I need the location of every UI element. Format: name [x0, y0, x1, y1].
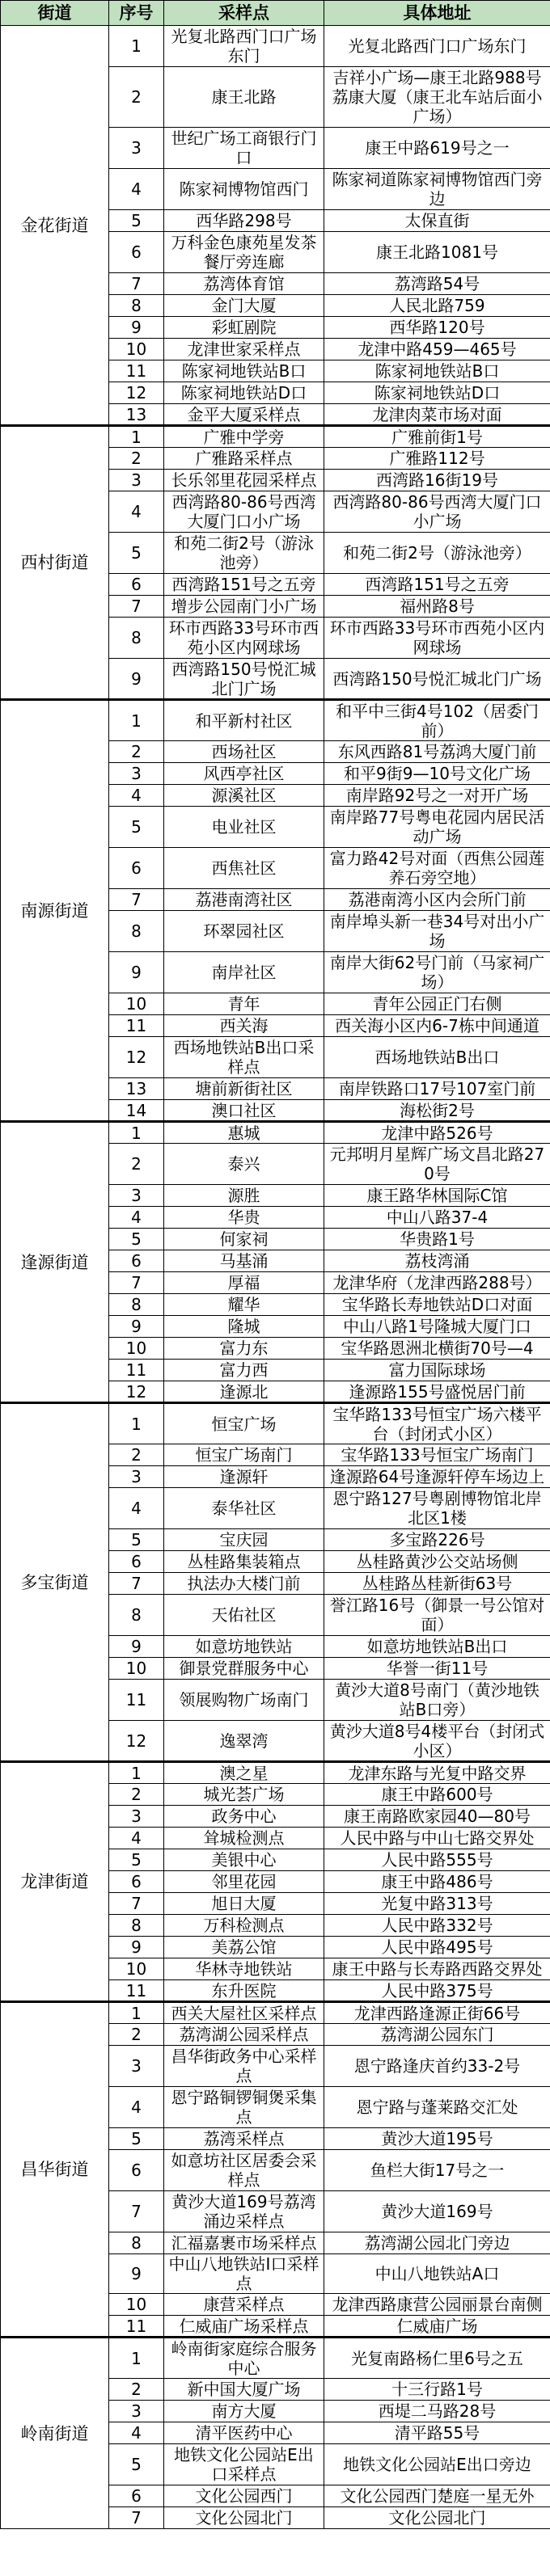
- address-cell: 龙津西路逢源正街66号: [324, 2002, 550, 2024]
- index-cell: 9: [109, 2254, 164, 2294]
- address-cell: 华誉一街11号: [324, 1658, 550, 1680]
- index-cell: 1: [109, 700, 164, 741]
- address-cell: 西关海小区内6-7栋中间通道: [324, 1015, 550, 1037]
- index-cell: 10: [109, 1958, 164, 1980]
- address-cell: 华贵路1号: [324, 1229, 550, 1250]
- address-cell: 逢源路64号逢源轩停车场边上: [324, 1466, 550, 1488]
- site-cell: 青年: [164, 993, 324, 1015]
- site-cell: 南岸社区: [164, 952, 324, 993]
- index-cell: 12: [109, 382, 164, 404]
- site-cell: 美银中心: [164, 1849, 324, 1871]
- site-cell: 天佑社区: [164, 1595, 324, 1636]
- index-cell: 1: [109, 2338, 164, 2379]
- address-cell: 广雅前街1号: [324, 426, 550, 448]
- index-cell: 10: [109, 1658, 164, 1680]
- index-cell: 3: [109, 2046, 164, 2087]
- index-cell: 10: [109, 339, 164, 360]
- address-cell: 陈家祠道陈家祠博物馆西门旁边: [324, 169, 550, 210]
- site-cell: 荔湾湖公园采样点: [164, 2024, 324, 2046]
- index-cell: 6: [109, 1551, 164, 1573]
- address-cell: 南岸路77号粤电花园内居民活动广场: [324, 807, 550, 848]
- index-cell: 11: [109, 1680, 164, 1721]
- street-name: 岭南街道: [1, 2338, 109, 2529]
- address-cell: 西湾路80-86号西湾大厦门口小广场: [324, 491, 550, 533]
- address-cell: 黄沙大道8号4楼平台（封闭式小区）: [324, 1721, 550, 1762]
- site-cell: 彩虹剧院: [164, 317, 324, 339]
- site-cell: 旭日大厦: [164, 1893, 324, 1915]
- site-cell: 风西亭社区: [164, 763, 324, 785]
- index-cell: 6: [109, 2150, 164, 2191]
- address-cell: 十三行路1号: [324, 2379, 550, 2401]
- table-row: [1, 2338, 550, 2379]
- address-cell: 人民中路495号: [324, 1937, 550, 1958]
- site-cell: 美荔公馆: [164, 1937, 324, 1958]
- index-cell: 9: [109, 659, 164, 700]
- site-cell: 泰华社区: [164, 1488, 324, 1529]
- address-cell: 元邦明月星辉广场文昌北路270号: [324, 1144, 550, 1185]
- address-cell: 中山八路1号隆城大厦门口: [324, 1316, 550, 1338]
- site-cell: 南方大厦: [164, 2401, 324, 2422]
- address-cell: 逢源路155号盛悦居门前: [324, 1381, 550, 1403]
- site-cell: 黄沙大道169号荔湾涌边采样点: [164, 2191, 324, 2232]
- index-cell: 6: [109, 1871, 164, 1893]
- site-cell: 宝庆园: [164, 1529, 324, 1551]
- address-cell: 丛桂路丛桂新街63号: [324, 1573, 550, 1595]
- index-cell: 4: [109, 1828, 164, 1849]
- site-cell: 西关海: [164, 1015, 324, 1037]
- site-cell: 西场地铁站B出口采样点: [164, 1037, 324, 1078]
- site-cell: 恒宝广场南门: [164, 1444, 324, 1466]
- address-cell: 黄沙大道8号南门（黄沙地铁站B口旁）: [324, 1680, 550, 1721]
- site-cell: 邻里花园: [164, 1871, 324, 1893]
- address-cell: 宝华路长寿地铁站D口对面: [324, 1294, 550, 1316]
- site-cell: 领展购物广场南门: [164, 1680, 324, 1721]
- index-cell: 11: [109, 1360, 164, 1381]
- site-cell: 逢源轩: [164, 1466, 324, 1488]
- index-cell: 10: [109, 993, 164, 1015]
- street-name: 昌华街道: [1, 2002, 109, 2338]
- index-cell: 9: [109, 952, 164, 993]
- site-cell: 电业社区: [164, 807, 324, 848]
- site-cell: 增步公园南门小广场: [164, 596, 324, 618]
- site-cell: 地铁文化公园站E出口采样点: [164, 2444, 324, 2485]
- site-cell: 塘前新街社区: [164, 1078, 324, 1100]
- site-cell: 文化公园西门: [164, 2485, 324, 2507]
- site-cell: 耸城检测点: [164, 1828, 324, 1849]
- site-cell: 清平医药中心: [164, 2422, 324, 2444]
- index-cell: 5: [109, 210, 164, 232]
- address-cell: 太保直街: [324, 210, 550, 232]
- address-cell: 如意坊地铁站B出口: [324, 1636, 550, 1658]
- address-cell: 人民中路与中山七路交界处: [324, 1828, 550, 1849]
- index-cell: 2: [109, 1144, 164, 1185]
- site-cell: 长乐邻里花园采样点: [164, 470, 324, 491]
- index-cell: 12: [109, 1381, 164, 1403]
- index-cell: 6: [109, 1250, 164, 1272]
- site-cell: 昌华街政务中心采样点: [164, 2046, 324, 2087]
- address-cell: 多宝路226号: [324, 1529, 550, 1551]
- site-cell: 荔湾采样点: [164, 2128, 324, 2150]
- site-cell: 逸翠湾: [164, 1721, 324, 1762]
- address-cell: 恩宁路127号粤剧博物馆北岸北区1楼: [324, 1488, 550, 1529]
- site-cell: 环翠园社区: [164, 911, 324, 952]
- index-cell: 3: [109, 1185, 164, 1207]
- address-cell: 龙津东路与光复中路交界: [324, 1762, 550, 1784]
- header-row: [1, 1, 550, 26]
- address-cell: 陈家祠地铁站B口: [324, 360, 550, 382]
- address-cell: 人民中路555号: [324, 1849, 550, 1871]
- header-index: 序号: [109, 1, 164, 26]
- site-cell: 华贵: [164, 1207, 324, 1229]
- index-cell: 8: [109, 2232, 164, 2254]
- index-cell: 5: [109, 1229, 164, 1250]
- index-cell: 4: [109, 169, 164, 210]
- index-cell: 1: [109, 1762, 164, 1784]
- address-cell: 康王中路与长寿路西路交界处: [324, 1958, 550, 1980]
- index-cell: 10: [109, 2294, 164, 2316]
- index-cell: 9: [109, 1937, 164, 1958]
- address-cell: 广雅路112号: [324, 448, 550, 470]
- site-cell: 如意坊地铁站: [164, 1636, 324, 1658]
- index-cell: 8: [109, 295, 164, 317]
- address-cell: 西场地铁站B出口: [324, 1037, 550, 1078]
- site-cell: 康营采样点: [164, 2294, 324, 2316]
- site-cell: 陈家祠地铁站B口: [164, 360, 324, 382]
- index-cell: 9: [109, 1636, 164, 1658]
- site-cell: 荔港南湾社区: [164, 889, 324, 911]
- index-cell: 7: [109, 1893, 164, 1915]
- table-row: [1, 426, 550, 448]
- street-name: 西村街道: [1, 426, 109, 700]
- address-cell: 人民中路332号: [324, 1915, 550, 1937]
- address-cell: 环市西路33号环市西苑小区内网球场: [324, 618, 550, 659]
- site-cell: 惠城: [164, 1122, 324, 1144]
- site-cell: 如意坊社区居委会采样点: [164, 2150, 324, 2191]
- site-cell: 政务中心: [164, 1806, 324, 1828]
- address-cell: 光复北路西门口广场东门: [324, 26, 550, 67]
- address-cell: 西堤二马路28号: [324, 2401, 550, 2422]
- site-cell: 西华路298号: [164, 210, 324, 232]
- address-cell: 西华路120号: [324, 317, 550, 339]
- index-cell: 2: [109, 448, 164, 470]
- index-cell: 2: [109, 1444, 164, 1466]
- street-name: 南源街道: [1, 700, 109, 1122]
- site-cell: 执法办大楼门前: [164, 1573, 324, 1595]
- index-cell: 6: [109, 2485, 164, 2507]
- site-cell: 西关大屋社区采样点: [164, 2002, 324, 2024]
- site-cell: 隆城: [164, 1316, 324, 1338]
- site-cell: 西焦社区: [164, 848, 324, 889]
- address-cell: 文化公园北门: [324, 2507, 550, 2529]
- address-cell: 西湾路151号之五旁: [324, 574, 550, 596]
- site-cell: 陈家祠地铁站D口: [164, 382, 324, 404]
- site-cell: 新中国大厦广场: [164, 2379, 324, 2401]
- table-row: [1, 1122, 550, 1144]
- address-cell: 宝华路133号恒宝广场六楼平台（封闭式小区）: [324, 1403, 550, 1444]
- index-cell: 4: [109, 1488, 164, 1529]
- address-cell: 福州路8号: [324, 596, 550, 618]
- site-cell: 厚福: [164, 1272, 324, 1294]
- index-cell: 5: [109, 1529, 164, 1551]
- address-cell: 富力国际球场: [324, 1360, 550, 1381]
- address-cell: 海松街2号: [324, 1100, 550, 1122]
- address-cell: 人民中路375号: [324, 1980, 550, 2002]
- site-cell: 逢源北: [164, 1381, 324, 1403]
- address-cell: 文化公园西门楚庭一星无外: [324, 2485, 550, 2507]
- site-cell: 西场社区: [164, 741, 324, 763]
- index-cell: 1: [109, 426, 164, 448]
- site-cell: 富力西: [164, 1360, 324, 1381]
- address-cell: 恩宁路逢庆首约33-2号: [324, 2046, 550, 2087]
- address-cell: 康王中路486号: [324, 1871, 550, 1893]
- address-cell: 黄沙大道195号: [324, 2128, 550, 2150]
- site-cell: 仁威庙广场采样点: [164, 2316, 324, 2338]
- index-cell: 7: [109, 889, 164, 911]
- site-cell: 西湾路80-86号西湾大厦门口小广场: [164, 491, 324, 533]
- index-cell: 3: [109, 1466, 164, 1488]
- site-cell: 和苑二街2号（游泳池旁）: [164, 533, 324, 574]
- index-cell: 4: [109, 785, 164, 807]
- index-cell: 8: [109, 618, 164, 659]
- site-cell: 丛桂路集装箱点: [164, 1551, 324, 1573]
- site-cell: 广雅路采样点: [164, 448, 324, 470]
- address-cell: 龙津华府（龙津西路288号）: [324, 1272, 550, 1294]
- site-cell: 汇福嘉裹市场采样点: [164, 2232, 324, 2254]
- address-cell: 誉江路16号（御景一号公馆对面）: [324, 1595, 550, 1636]
- site-cell: 中山八地铁站I口采样点: [164, 2254, 324, 2294]
- index-cell: 10: [109, 1338, 164, 1360]
- site-cell: 恒宝广场: [164, 1403, 324, 1444]
- index-cell: 1: [109, 1403, 164, 1444]
- index-cell: 3: [109, 128, 164, 169]
- site-cell: 泰兴: [164, 1144, 324, 1185]
- index-cell: 9: [109, 1316, 164, 1338]
- address-cell: 荔湾湖公园东门: [324, 2024, 550, 2046]
- index-cell: 2: [109, 2379, 164, 2401]
- site-cell: 西湾路151号之五旁: [164, 574, 324, 596]
- address-cell: 和苑二街2号（游泳池旁）: [324, 533, 550, 574]
- street-name: 金花街道: [1, 26, 109, 426]
- index-cell: 7: [109, 596, 164, 618]
- address-cell: 荔湾路54号: [324, 273, 550, 295]
- address-cell: 中山八地铁站A口: [324, 2254, 550, 2294]
- address-cell: 康王中路619号之一: [324, 128, 550, 169]
- index-cell: 12: [109, 1037, 164, 1078]
- index-cell: 3: [109, 763, 164, 785]
- address-cell: 东风西路81号荔鸿大厦门前: [324, 741, 550, 763]
- index-cell: 3: [109, 2401, 164, 2422]
- address-cell: 康王中路600号: [324, 1784, 550, 1806]
- site-cell: 龙津世家采样点: [164, 339, 324, 360]
- index-cell: 5: [109, 1849, 164, 1871]
- site-cell: 文化公园北门: [164, 2507, 324, 2529]
- site-cell: 万科金色康苑星发茶餐厅旁连廊: [164, 232, 324, 273]
- site-cell: 源溪社区: [164, 785, 324, 807]
- address-cell: 南岸路92号之一对开广场: [324, 785, 550, 807]
- address-cell: 光复南路杨仁里6号之五: [324, 2338, 550, 2379]
- address-cell: 康王路华林国际C馆: [324, 1185, 550, 1207]
- address-cell: 人民北路759: [324, 295, 550, 317]
- address-cell: 康王北路1081号: [324, 232, 550, 273]
- table-row: [1, 700, 550, 741]
- address-cell: 吉祥小广场—康王北路988号荔康大厦（康王北车站后面小广场）: [324, 67, 550, 128]
- table-body: [1, 26, 550, 2529]
- address-cell: 龙津西路康营公园丽景台南侧: [324, 2294, 550, 2316]
- site-cell: 环市西路33号环市西苑小区内网球场: [164, 618, 324, 659]
- index-cell: 5: [109, 2128, 164, 2150]
- index-cell: 2: [109, 2024, 164, 2046]
- site-cell: 东升医院: [164, 1980, 324, 2002]
- site-cell: 澳口社区: [164, 1100, 324, 1122]
- site-cell: 广雅中学旁: [164, 426, 324, 448]
- address-cell: 西湾路150号悦汇城北门广场: [324, 659, 550, 700]
- site-cell: 源胜: [164, 1185, 324, 1207]
- index-cell: 7: [109, 1573, 164, 1595]
- address-cell: 荔湾湖公园北门旁边: [324, 2232, 550, 2254]
- index-cell: 1: [109, 1122, 164, 1144]
- address-cell: 仁威庙广场: [324, 2316, 550, 2338]
- site-cell: 富力东: [164, 1338, 324, 1360]
- address-cell: 宝华路133号恒宝广场南门: [324, 1444, 550, 1466]
- index-cell: 7: [109, 1272, 164, 1294]
- index-cell: 12: [109, 1721, 164, 1762]
- header-site: 采样点: [164, 1, 324, 26]
- site-cell: 华林寺地铁站: [164, 1958, 324, 1980]
- index-cell: 13: [109, 404, 164, 426]
- table-row: [1, 1403, 550, 1444]
- address-cell: 青年公园正门右侧: [324, 993, 550, 1015]
- index-cell: 6: [109, 232, 164, 273]
- site-cell: 金平大厦采样点: [164, 404, 324, 426]
- street-name: 多宝街道: [1, 1403, 109, 1762]
- address-cell: 龙津肉菜市场对面: [324, 404, 550, 426]
- site-cell: 御景党群服务中心: [164, 1658, 324, 1680]
- index-cell: 13: [109, 1078, 164, 1100]
- address-cell: 康王南路欧家园40—80号: [324, 1806, 550, 1828]
- site-cell: 马基涌: [164, 1250, 324, 1272]
- site-cell: 澳之星: [164, 1762, 324, 1784]
- header-address: 具体地址: [324, 1, 550, 26]
- index-cell: 1: [109, 26, 164, 67]
- street-name: 龙津街道: [1, 1762, 109, 2002]
- address-cell: 南岸铁路口17号107室门前: [324, 1078, 550, 1100]
- site-cell: 岭南街家庭综合服务中心: [164, 2338, 324, 2379]
- index-cell: 1: [109, 2002, 164, 2024]
- site-cell: 陈家祠博物馆西门: [164, 169, 324, 210]
- address-cell: 西湾路16街19号: [324, 470, 550, 491]
- address-cell: 中山八路37-4: [324, 1207, 550, 1229]
- site-cell: 和平新村社区: [164, 700, 324, 741]
- address-cell: 荔港南湾小区内会所门前: [324, 889, 550, 911]
- index-cell: 11: [109, 2316, 164, 2338]
- site-cell: 万科检测点: [164, 1915, 324, 1937]
- index-cell: 6: [109, 848, 164, 889]
- index-cell: 2: [109, 741, 164, 763]
- address-cell: 陈家祠地铁站D口: [324, 382, 550, 404]
- index-cell: 2: [109, 1784, 164, 1806]
- site-cell: 荔湾体育馆: [164, 273, 324, 295]
- index-cell: 4: [109, 491, 164, 533]
- index-cell: 5: [109, 807, 164, 848]
- address-cell: 和平中三街4号102（居委门前）: [324, 700, 550, 741]
- site-cell: 世纪广场工商银行门口: [164, 128, 324, 169]
- address-cell: 南岸埠头新一巷34号对出小广场: [324, 911, 550, 952]
- table-row: [1, 2002, 550, 2024]
- index-cell: 7: [109, 273, 164, 295]
- index-cell: 3: [109, 470, 164, 491]
- site-cell: 西湾路150号悦汇城北门广场: [164, 659, 324, 700]
- site-cell: 城光荟广场: [164, 1784, 324, 1806]
- index-cell: 3: [109, 1806, 164, 1828]
- address-cell: 和平9街9—10号文化广场: [324, 763, 550, 785]
- index-cell: 4: [109, 1207, 164, 1229]
- index-cell: 5: [109, 533, 164, 574]
- index-cell: 8: [109, 1294, 164, 1316]
- index-cell: 11: [109, 1015, 164, 1037]
- street-name: 逢源街道: [1, 1122, 109, 1403]
- index-cell: 7: [109, 2507, 164, 2529]
- address-cell: 龙津中路459—465号: [324, 339, 550, 360]
- address-cell: 丛桂路黄沙公交站场侧: [324, 1551, 550, 1573]
- address-cell: 宝华路恩洲北横街70号—4: [324, 1338, 550, 1360]
- address-cell: 鱼栏大街17号之一: [324, 2150, 550, 2191]
- address-cell: 富力路42号对面（西焦公园莲养石旁空地）: [324, 848, 550, 889]
- index-cell: 11: [109, 360, 164, 382]
- table-row: [1, 1762, 550, 1784]
- index-cell: 5: [109, 2444, 164, 2485]
- index-cell: 8: [109, 1595, 164, 1636]
- address-cell: 龙津中路526号: [324, 1122, 550, 1144]
- index-cell: 11: [109, 1980, 164, 2002]
- address-cell: 荔枝湾涌: [324, 1250, 550, 1272]
- index-cell: 8: [109, 1915, 164, 1937]
- index-cell: 8: [109, 911, 164, 952]
- header-street: 街道: [1, 1, 109, 26]
- index-cell: 4: [109, 2087, 164, 2128]
- index-cell: 9: [109, 317, 164, 339]
- address-cell: 恩宁路与蓬莱路交汇处: [324, 2087, 550, 2128]
- address-cell: 黄沙大道169号: [324, 2191, 550, 2232]
- site-cell: 恩宁路铜锣铜煲采集点: [164, 2087, 324, 2128]
- index-cell: 2: [109, 67, 164, 128]
- site-cell: 金门大厦: [164, 295, 324, 317]
- index-cell: 6: [109, 574, 164, 596]
- index-cell: 14: [109, 1100, 164, 1122]
- site-cell: 康王北路: [164, 67, 324, 128]
- site-cell: 何家祠: [164, 1229, 324, 1250]
- site-cell: 光复北路西门口广场东门: [164, 26, 324, 67]
- index-cell: 4: [109, 2422, 164, 2444]
- address-cell: 光复中路313号: [324, 1893, 550, 1915]
- site-cell: 耀华: [164, 1294, 324, 1316]
- index-cell: 7: [109, 2191, 164, 2232]
- address-cell: 清平路55号: [324, 2422, 550, 2444]
- address-cell: 南岸大街62号门前（马家祠广场）: [324, 952, 550, 993]
- table-row: [1, 26, 550, 67]
- address-cell: 地铁文化公园站E出口旁边: [324, 2444, 550, 2485]
